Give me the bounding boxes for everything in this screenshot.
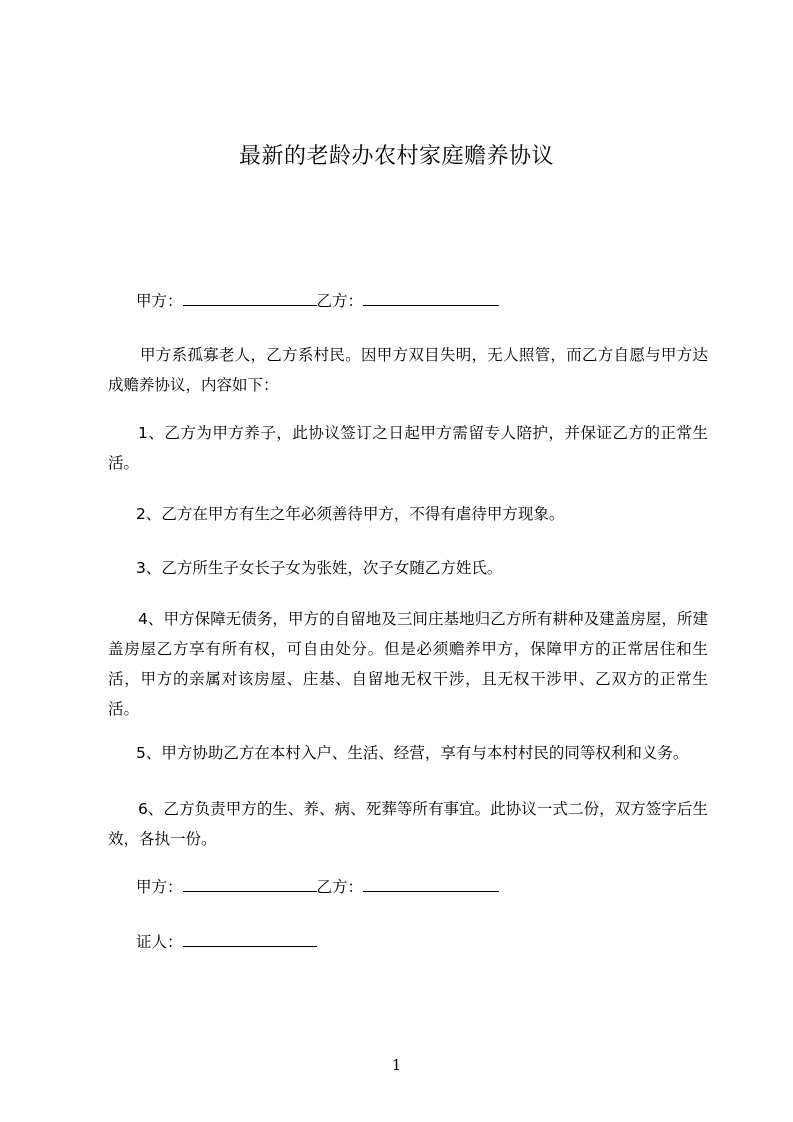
party-b-label-footer: 乙方： [316, 878, 364, 896]
party-a-label: 甲方： [136, 292, 183, 310]
party-b-blank-footer [363, 876, 499, 892]
document-title: 最新的老龄办农村家庭赡养协议 [238, 144, 554, 169]
page-number: 1 [391, 1056, 402, 1074]
witness-blank [183, 931, 317, 947]
clause-2: 2、乙方在甲方有生之年必须善待甲方，不得有虐待甲方现象。 [136, 505, 565, 523]
clause-4: 4、甲方保障无债务，甲方的自留地及三间庄基地归乙方所有耕种及建盖房屋，所建盖房屋乙方享有所有权，可自由处分。但是必须赡养甲方，保障甲方的正常居住和生活，甲方的亲属对该房屋、庄基、自留地无权干涉，且无权干涉甲、乙双方的正常生活。 [108, 610, 708, 718]
party-signature-footer [136, 872, 499, 902]
party-a-blank-footer [183, 876, 317, 892]
clause-1: 1、乙方为甲方养子，此协议签订之日起甲方需留专人陪护，并保证乙方的正常生活。 [108, 424, 708, 472]
clause-3: 3、乙方所生子女长子女为张姓，次子女随乙方姓氏。 [136, 559, 503, 577]
party-a-label-footer: 甲方： [136, 878, 183, 896]
intro-paragraph: 甲方系孤寡老人，乙方系村民。因甲方双目失明，无人照管，而乙方自愿与甲方达成赡养协议，内容如下： [108, 346, 708, 394]
clause-5: 5、甲方协助乙方在本村入户、生活、经营，享有与本村村民的同等权利和义务。 [136, 744, 689, 762]
clause-6: 6、乙方负责甲方的生、养、病、死葬等所有事宜。此协议一式二份，双方签字后生效，各执一份。 [108, 800, 708, 848]
party-a-blank [183, 290, 317, 306]
party-b-blank [363, 290, 499, 306]
witness-label: 证人： [136, 933, 183, 951]
party-b-label: 乙方： [316, 292, 364, 310]
witness-signature [136, 927, 317, 957]
party-signature-header [136, 286, 499, 316]
